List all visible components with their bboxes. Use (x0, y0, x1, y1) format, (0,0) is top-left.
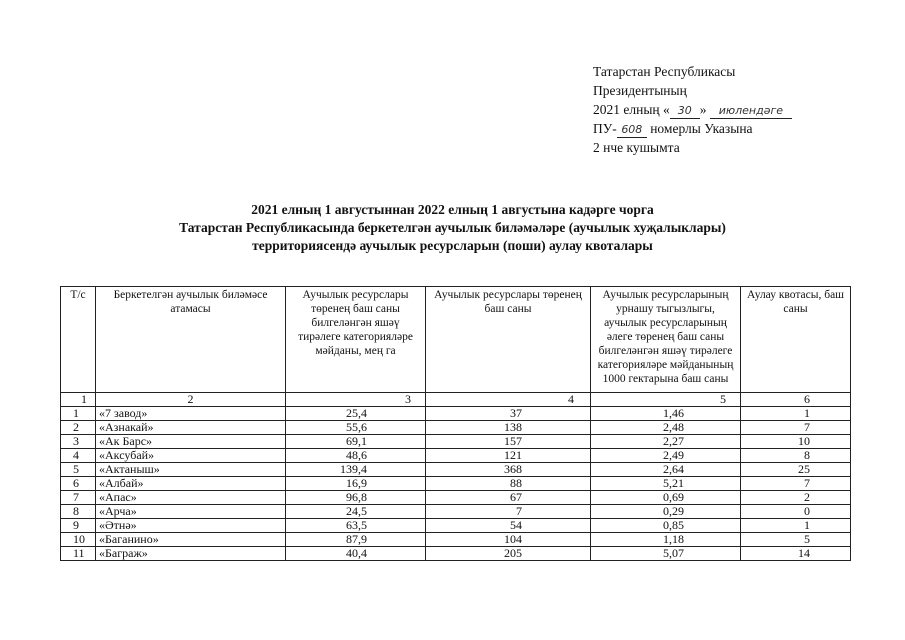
appendix-line-4 (593, 119, 792, 138)
hunting-quota: 7 (741, 477, 851, 491)
header-area: Аучылык ресурслары төренең баш саны билгеләнгән яшәү тирәлеге категорияләре мәйданы, мең га (286, 287, 426, 393)
hunting-quota: 10 (741, 435, 851, 449)
row-number: 11 (61, 547, 96, 561)
population-count: 205 (426, 547, 591, 561)
header-count: Аучылык ресурслары төренең баш саны (426, 287, 591, 393)
hunting-quota: 8 (741, 449, 851, 463)
hunting-ground-name: «Апас» (96, 491, 286, 505)
column-number: 5 (591, 393, 741, 407)
row-number: 3 (61, 435, 96, 449)
decree-year-prefix: 2021 елның « (593, 102, 670, 117)
habitat-area: 139,4 (286, 463, 426, 477)
hunting-ground-name: «7 завод» (96, 407, 286, 421)
table-row (61, 477, 851, 491)
table-row (61, 547, 851, 561)
decree-number-suffix: номерлы Указына (650, 121, 753, 136)
title-line-1: 2021 елның 1 августыннан 2022 елның 1 августына кадәрге чорга (251, 202, 654, 217)
decree-month: июлендәге (710, 104, 792, 119)
population-density: 2,27 (591, 435, 741, 449)
header-no: Т/с (61, 287, 96, 393)
hunting-ground-name: «Актаныш» (96, 463, 286, 477)
habitat-area: 63,5 (286, 519, 426, 533)
hunting-quota: 14 (741, 547, 851, 561)
hunting-quota: 1 (741, 519, 851, 533)
row-number: 7 (61, 491, 96, 505)
table-row (61, 421, 851, 435)
appendix-line-5: 2 нче кушымта (593, 140, 680, 155)
table-body (61, 407, 851, 561)
table-row (61, 449, 851, 463)
row-number: 5 (61, 463, 96, 477)
table-row (61, 519, 851, 533)
row-number: 9 (61, 519, 96, 533)
population-count: 88 (426, 477, 591, 491)
row-number: 6 (61, 477, 96, 491)
column-number: 4 (426, 393, 591, 407)
document-title (0, 201, 905, 255)
population-density: 2,49 (591, 449, 741, 463)
hunting-ground-name: «Албай» (96, 477, 286, 491)
table-row (61, 491, 851, 505)
population-density: 0,29 (591, 505, 741, 519)
hunting-quota: 2 (741, 491, 851, 505)
habitat-area: 24,5 (286, 505, 426, 519)
population-count: 54 (426, 519, 591, 533)
hunting-ground-name: «Баганино» (96, 533, 286, 547)
population-count: 37 (426, 407, 591, 421)
population-count: 7 (426, 505, 591, 519)
population-count: 121 (426, 449, 591, 463)
hunting-quota: 5 (741, 533, 851, 547)
column-number: 1 (61, 393, 96, 407)
column-number-row (61, 393, 851, 407)
population-density: 0,85 (591, 519, 741, 533)
habitat-area: 16,9 (286, 477, 426, 491)
hunting-ground-name: «Баграж» (96, 547, 286, 561)
header-name: Беркетелгән аучылык биләмәсе атамасы (96, 287, 286, 393)
population-count: 368 (426, 463, 591, 477)
population-density: 1,18 (591, 533, 741, 547)
population-density: 5,21 (591, 477, 741, 491)
population-density: 2,64 (591, 463, 741, 477)
hunting-ground-name: «Ак Барс» (96, 435, 286, 449)
population-count: 157 (426, 435, 591, 449)
decree-number-prefix: ПУ- (593, 121, 617, 136)
population-density: 5,07 (591, 547, 741, 561)
habitat-area: 55,6 (286, 421, 426, 435)
table-header-row (61, 287, 851, 393)
row-number: 2 (61, 421, 96, 435)
title-line-2: Татарстан Республикасында беркетелгән аучылык биләмәләре (аучылык хуҗалыклары) (179, 220, 726, 235)
header-density: Аучылык ресурсларының урнашу тыгызлыгы, аучылык ресурсларының әлеге төренең баш саны билгеләнгән яшәү тирәлеге категорияләре мәйданының 1000 гектарына баш саны (591, 287, 741, 393)
population-density: 0,69 (591, 491, 741, 505)
quota-table (60, 286, 851, 561)
decree-number: 608 (617, 123, 647, 138)
population-density: 2,48 (591, 421, 741, 435)
row-number: 10 (61, 533, 96, 547)
population-count: 67 (426, 491, 591, 505)
hunting-quota: 7 (741, 421, 851, 435)
hunting-ground-name: «Аксубай» (96, 449, 286, 463)
appendix-line-3 (593, 100, 792, 119)
appendix-reference (593, 62, 792, 157)
hunting-quota: 25 (741, 463, 851, 477)
habitat-area: 40,4 (286, 547, 426, 561)
column-number: 3 (286, 393, 426, 407)
appendix-line-2: Президентының (593, 83, 687, 98)
column-number: 2 (96, 393, 286, 407)
table-row (61, 505, 851, 519)
habitat-area: 48,6 (286, 449, 426, 463)
column-number: 6 (741, 393, 851, 407)
hunting-quota: 1 (741, 407, 851, 421)
habitat-area: 69,1 (286, 435, 426, 449)
header-quota: Аулау квотасы, баш саны (741, 287, 851, 393)
table-row (61, 407, 851, 421)
population-count: 104 (426, 533, 591, 547)
row-number: 4 (61, 449, 96, 463)
row-number: 8 (61, 505, 96, 519)
table-row (61, 435, 851, 449)
habitat-area: 25,4 (286, 407, 426, 421)
hunting-quota: 0 (741, 505, 851, 519)
title-line-3: территориясендә аучылык ресурсларын (поши) аулау квоталары (252, 238, 653, 253)
decree-quote-close: » (699, 102, 707, 117)
decree-day: 30 (670, 104, 700, 119)
table-row (61, 463, 851, 477)
hunting-ground-name: «Азнакай» (96, 421, 286, 435)
population-density: 1,46 (591, 407, 741, 421)
appendix-line-1: Татарстан Республикасы (593, 64, 736, 79)
habitat-area: 96,8 (286, 491, 426, 505)
habitat-area: 87,9 (286, 533, 426, 547)
population-count: 138 (426, 421, 591, 435)
table-row (61, 533, 851, 547)
hunting-ground-name: «Арча» (96, 505, 286, 519)
row-number: 1 (61, 407, 96, 421)
hunting-ground-name: «Әтнә» (96, 519, 286, 533)
